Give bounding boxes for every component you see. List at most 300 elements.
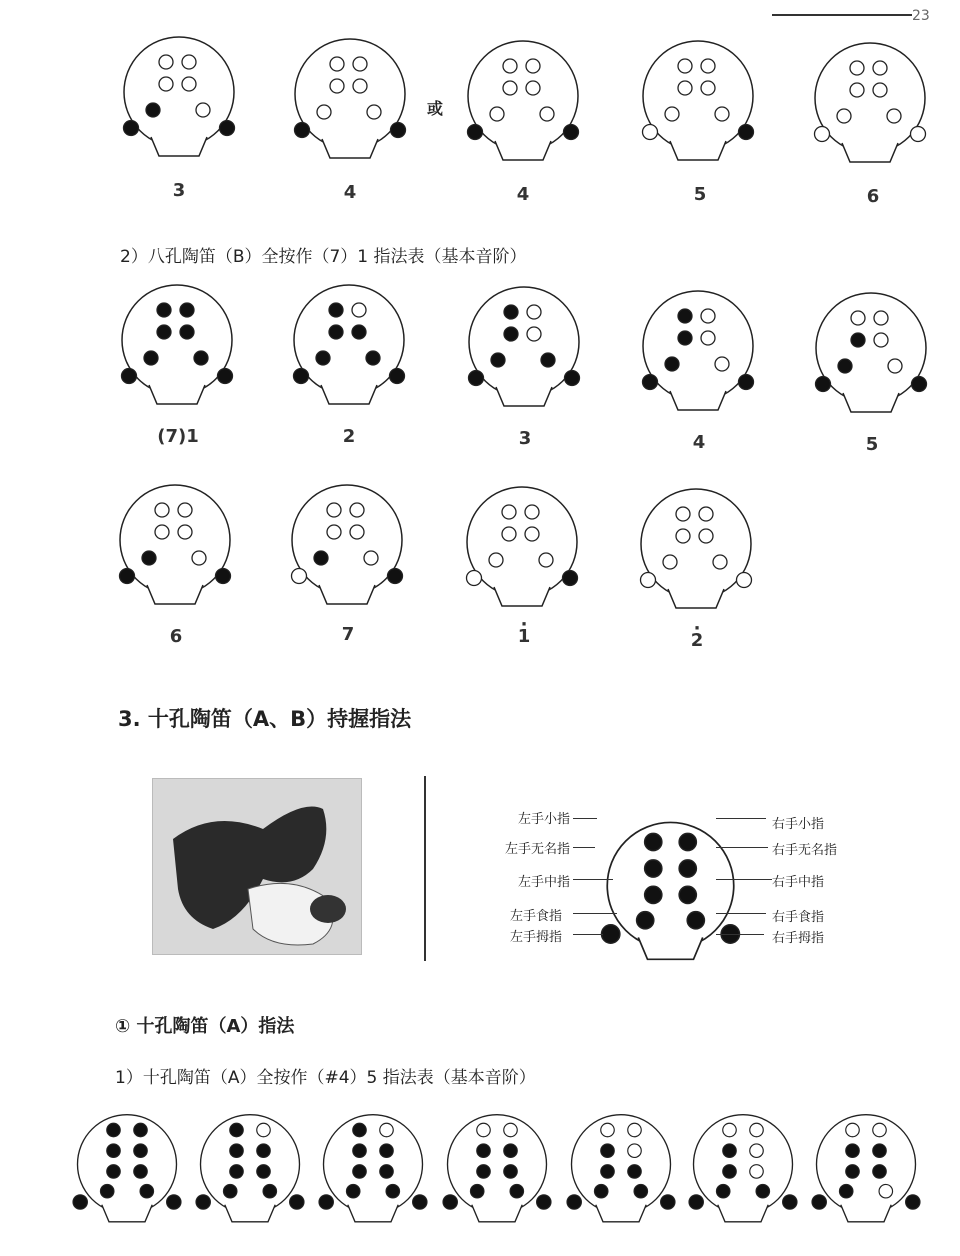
note-label: (7)1 xyxy=(157,426,199,447)
ocarina-diagram xyxy=(800,40,940,180)
closed-thumb-hole xyxy=(565,371,580,386)
ocarina-diagram xyxy=(64,1112,190,1238)
open-hole xyxy=(678,81,692,95)
note-label: 2 xyxy=(342,426,356,447)
open-hole xyxy=(837,109,851,123)
open-hole xyxy=(873,61,887,75)
label-leader-line xyxy=(573,879,613,880)
note-label: 5 xyxy=(865,434,879,455)
closed-hole xyxy=(644,860,661,877)
closed-hole xyxy=(644,886,661,903)
closed-hole xyxy=(470,1185,484,1199)
ocarina-body xyxy=(643,291,753,401)
hand-holding-photo xyxy=(152,778,362,955)
open-hole xyxy=(159,55,173,69)
closed-thumb-hole xyxy=(537,1195,551,1209)
open-hole xyxy=(873,83,887,97)
open-hole xyxy=(750,1144,764,1158)
open-hole xyxy=(676,507,690,521)
open-thumb-hole xyxy=(815,127,830,142)
label-left-ring: 左手无名指 xyxy=(504,842,570,857)
open-hole xyxy=(503,59,517,73)
closed-hole xyxy=(716,1185,730,1199)
open-hole xyxy=(327,525,341,539)
closed-thumb-hole xyxy=(218,369,233,384)
closed-hole xyxy=(679,886,696,903)
ocarina-body xyxy=(817,1115,916,1214)
note-label: 5 xyxy=(693,184,707,205)
closed-hole xyxy=(679,833,696,850)
closed-hole xyxy=(873,1144,887,1158)
open-hole xyxy=(525,505,539,519)
closed-hole xyxy=(386,1185,400,1199)
closed-hole xyxy=(329,303,343,317)
closed-hole xyxy=(477,1144,491,1158)
closed-hole xyxy=(601,1165,615,1179)
closed-hole xyxy=(678,331,692,345)
open-hole xyxy=(525,527,539,541)
ocarina-diagram xyxy=(107,282,247,422)
open-hole xyxy=(701,309,715,323)
open-hole xyxy=(350,525,364,539)
closed-hole xyxy=(636,911,653,928)
ocarina-body xyxy=(201,1115,300,1214)
closed-hole xyxy=(380,1165,394,1179)
ocarina-mouthpiece xyxy=(596,1205,646,1222)
closed-hole xyxy=(723,1165,737,1179)
ocarina-mouthpiece xyxy=(151,137,207,156)
closed-hole xyxy=(851,333,865,347)
ocarina-diagram xyxy=(280,36,420,176)
label-right-ring: 右手无名指 xyxy=(772,843,838,858)
closed-hole xyxy=(230,1165,244,1179)
ocarina-body xyxy=(641,489,751,599)
closed-hole xyxy=(601,1144,615,1158)
closed-hole xyxy=(134,1144,148,1158)
ocarina-body xyxy=(78,1115,177,1214)
closed-thumb-hole xyxy=(443,1195,457,1209)
closed-thumb-hole xyxy=(167,1195,181,1209)
closed-hole xyxy=(134,1165,148,1179)
closed-hole xyxy=(504,327,518,341)
or-text: 或 xyxy=(427,99,444,118)
open-hole xyxy=(874,333,888,347)
open-hole xyxy=(192,551,206,565)
label-leader-line xyxy=(716,913,766,914)
closed-hole xyxy=(316,351,330,365)
open-hole xyxy=(155,503,169,517)
open-hole xyxy=(178,503,192,517)
ocarina-body xyxy=(122,285,232,395)
open-hole xyxy=(317,105,331,119)
header-rule xyxy=(772,14,912,16)
ocarina-diagram xyxy=(187,1112,313,1238)
closed-hole xyxy=(846,1165,860,1179)
ocarina-mouthpiece xyxy=(718,1205,768,1222)
closed-hole xyxy=(180,303,194,317)
closed-hole xyxy=(223,1185,237,1199)
closed-hole xyxy=(194,351,208,365)
open-hole xyxy=(327,503,341,517)
closed-hole xyxy=(257,1144,271,1158)
ocarina-mouthpiece xyxy=(319,585,375,604)
closed-hole xyxy=(142,551,156,565)
ocarina-diagram xyxy=(628,288,768,428)
closed-hole xyxy=(180,325,194,339)
ocarina-diagram xyxy=(628,38,768,178)
open-hole xyxy=(182,77,196,91)
open-hole xyxy=(353,57,367,71)
ocarina-mouthpiece xyxy=(149,385,205,404)
open-hole xyxy=(178,525,192,539)
open-hole xyxy=(846,1123,860,1137)
ocarina-mouthpiece xyxy=(495,141,551,160)
ocarina-body xyxy=(468,41,578,151)
closed-hole xyxy=(107,1165,121,1179)
closed-thumb-hole xyxy=(812,1195,826,1209)
open-hole xyxy=(701,59,715,73)
closed-thumb-hole xyxy=(564,125,579,140)
open-hole xyxy=(526,59,540,73)
closed-hole xyxy=(873,1165,887,1179)
closed-thumb-hole xyxy=(120,569,135,584)
closed-hole xyxy=(756,1185,770,1199)
closed-thumb-hole xyxy=(388,569,403,584)
note-label: · 2 xyxy=(667,630,727,651)
closed-thumb-hole xyxy=(689,1195,703,1209)
label-leader-line xyxy=(573,934,603,935)
ocarina-body xyxy=(324,1115,423,1214)
closed-hole xyxy=(100,1185,114,1199)
open-hole xyxy=(715,107,729,121)
open-hole xyxy=(628,1144,642,1158)
ocarina-mouthpiece xyxy=(842,143,898,162)
note-label: 3 xyxy=(518,428,532,449)
ocarina-body xyxy=(643,41,753,151)
open-hole xyxy=(504,1123,518,1137)
closed-hole xyxy=(107,1123,121,1137)
open-thumb-hole xyxy=(643,125,658,140)
closed-thumb-hole xyxy=(294,369,309,384)
closed-hole xyxy=(346,1185,360,1199)
label-leader-line xyxy=(573,913,617,914)
ocarina-mouthpiece xyxy=(322,139,378,158)
open-hole xyxy=(350,503,364,517)
ocarina-body xyxy=(816,293,926,403)
open-hole xyxy=(526,81,540,95)
ocarina-body xyxy=(607,822,734,949)
open-hole xyxy=(502,505,516,519)
open-hole xyxy=(676,529,690,543)
ocarina-diagram xyxy=(801,290,941,430)
closed-hole xyxy=(366,351,380,365)
open-hole xyxy=(678,59,692,73)
ocarina-mouthpiece xyxy=(670,141,726,160)
open-hole xyxy=(540,107,554,121)
closed-hole xyxy=(541,353,555,367)
ocarina-body xyxy=(120,485,230,595)
closed-hole xyxy=(353,1123,367,1137)
closed-thumb-hole xyxy=(816,377,831,392)
closed-hole xyxy=(838,359,852,373)
ocarina-diagram xyxy=(452,484,592,624)
label-leader-line xyxy=(716,879,772,880)
open-hole xyxy=(701,331,715,345)
open-thumb-hole xyxy=(737,573,752,588)
closed-thumb-hole xyxy=(601,924,619,942)
closed-thumb-hole xyxy=(906,1195,920,1209)
section-3-title: 3. 十孔陶笛（A、B）持握指法 xyxy=(118,707,412,731)
open-hole xyxy=(503,81,517,95)
note-label: 6 xyxy=(866,186,880,207)
closed-hole xyxy=(723,1144,737,1158)
ocarina-body xyxy=(292,485,402,595)
ocarina-diagram xyxy=(434,1112,560,1238)
closed-hole xyxy=(157,303,171,317)
label-right-middle: 右手中指 xyxy=(772,875,825,890)
open-hole xyxy=(155,525,169,539)
closed-thumb-hole xyxy=(319,1195,333,1209)
open-hole xyxy=(663,555,677,569)
note-label: 4 xyxy=(343,182,357,203)
closed-hole xyxy=(634,1185,648,1199)
open-hole xyxy=(665,107,679,121)
ocarina-mouthpiece xyxy=(225,1205,275,1222)
label-leader-line xyxy=(716,934,764,935)
ocarina-diagram xyxy=(558,1112,684,1238)
open-hole xyxy=(477,1123,491,1137)
ocarina-mouthpiece xyxy=(668,589,724,608)
closed-thumb-hole xyxy=(469,371,484,386)
ocarina-diagram xyxy=(310,1112,436,1238)
label-left-pinky: 左手小指 xyxy=(517,812,570,827)
ocarina-mouthpiece xyxy=(472,1205,522,1222)
closed-hole xyxy=(504,1144,518,1158)
note-label: · 1 xyxy=(494,626,554,647)
label-leader-line xyxy=(716,818,766,819)
closed-hole xyxy=(504,305,518,319)
ocarina-mouthpiece xyxy=(841,1205,891,1222)
ocarina-body xyxy=(467,487,577,597)
ocarina-body xyxy=(572,1115,671,1214)
open-hole xyxy=(750,1165,764,1179)
open-hole xyxy=(715,357,729,371)
open-hole xyxy=(330,57,344,71)
label-left-index: 左手食指 xyxy=(509,909,562,924)
closed-hole xyxy=(329,325,343,339)
closed-hole xyxy=(144,351,158,365)
closed-thumb-hole xyxy=(196,1195,210,1209)
closed-hole xyxy=(314,551,328,565)
closed-thumb-hole xyxy=(739,375,754,390)
closed-hole xyxy=(107,1144,121,1158)
open-hole xyxy=(701,81,715,95)
open-thumb-hole xyxy=(641,573,656,588)
open-hole xyxy=(527,305,541,319)
ocarina-mouthpiece xyxy=(638,937,702,959)
open-hole xyxy=(888,359,902,373)
ocarina-diagram xyxy=(279,282,419,422)
closed-hole xyxy=(846,1144,860,1158)
ocarina-diagram xyxy=(105,482,245,622)
closed-hole xyxy=(510,1185,524,1199)
ocarina-diagram xyxy=(680,1112,806,1238)
closed-hole xyxy=(263,1185,277,1199)
open-hole xyxy=(257,1123,271,1137)
closed-thumb-hole xyxy=(661,1195,675,1209)
open-hole xyxy=(353,79,367,93)
closed-thumb-hole xyxy=(216,569,231,584)
ocarina-mouthpiece xyxy=(321,385,377,404)
closed-hole xyxy=(504,1165,518,1179)
label-leader-line xyxy=(573,847,595,848)
closed-hole xyxy=(644,833,661,850)
ocarina-diagram xyxy=(453,38,593,178)
closed-hole xyxy=(230,1123,244,1137)
ocarina-mouthpiece xyxy=(496,387,552,406)
ocarina-body xyxy=(124,37,234,147)
page-number: 23 xyxy=(912,8,930,24)
ocarina-diagram xyxy=(454,284,594,424)
section-2-title: 2）八孔陶笛（B）全按作（7）1 指法表（基本音阶） xyxy=(120,247,527,267)
ocarina-diagram xyxy=(626,486,766,626)
ocarina-body xyxy=(815,43,925,153)
open-hole xyxy=(851,311,865,325)
closed-thumb-hole xyxy=(390,369,405,384)
closed-hole xyxy=(678,309,692,323)
label-leader-line xyxy=(573,818,597,819)
note-label: 4 xyxy=(516,184,530,205)
ocarina-diagram xyxy=(277,482,417,622)
open-hole xyxy=(502,527,516,541)
ocarina-body xyxy=(448,1115,547,1214)
closed-hole xyxy=(146,103,160,117)
open-hole xyxy=(874,311,888,325)
open-hole xyxy=(380,1123,394,1137)
closed-hole xyxy=(687,911,704,928)
closed-hole xyxy=(230,1144,244,1158)
ocarina-body xyxy=(294,285,404,395)
ocarina-mouthpiece xyxy=(843,393,899,412)
closed-thumb-hole xyxy=(413,1195,427,1209)
label-right-index: 右手食指 xyxy=(772,910,825,925)
closed-hole xyxy=(353,1144,367,1158)
closed-hole xyxy=(353,1165,367,1179)
open-hole xyxy=(601,1123,615,1137)
open-hole xyxy=(887,109,901,123)
closed-thumb-hole xyxy=(643,375,658,390)
label-left-middle: 左手中指 xyxy=(517,875,570,890)
closed-thumb-hole xyxy=(290,1195,304,1209)
closed-thumb-hole xyxy=(295,123,310,138)
ocarina-mouthpiece xyxy=(670,391,726,410)
label-leader-line xyxy=(716,847,768,848)
closed-hole xyxy=(839,1185,853,1199)
closed-hole xyxy=(157,325,171,339)
ocarina-body xyxy=(295,39,405,149)
closed-hole xyxy=(352,325,366,339)
closed-thumb-hole xyxy=(73,1195,87,1209)
closed-thumb-hole xyxy=(122,369,137,384)
open-hole xyxy=(490,107,504,121)
open-hole xyxy=(330,79,344,93)
note-label: 4 xyxy=(692,432,706,453)
open-hole xyxy=(723,1123,737,1137)
section-4-subtitle: 1）十孔陶笛（A）全按作（#4）5 指法表（基本音阶） xyxy=(115,1068,536,1088)
open-hole xyxy=(489,553,503,567)
ocarina-diagram xyxy=(803,1112,929,1238)
label-right-pinky: 右手小指 xyxy=(772,817,825,832)
section-4-title: ① 十孔陶笛（A）指法 xyxy=(115,1016,295,1037)
divider-line xyxy=(424,776,426,961)
open-hole xyxy=(713,555,727,569)
ocarina-mouthpiece xyxy=(348,1205,398,1222)
open-hole xyxy=(196,103,210,117)
closed-thumb-hole xyxy=(912,377,927,392)
closed-thumb-hole xyxy=(567,1195,581,1209)
closed-hole xyxy=(665,357,679,371)
open-hole xyxy=(364,551,378,565)
closed-hole xyxy=(380,1144,394,1158)
ocarina-body xyxy=(694,1115,793,1214)
ocarina-diagram xyxy=(109,34,249,174)
open-hole xyxy=(628,1123,642,1137)
closed-hole xyxy=(140,1185,154,1199)
closed-thumb-hole xyxy=(563,571,578,586)
ocarina-body xyxy=(469,287,579,397)
open-hole xyxy=(750,1123,764,1137)
closed-hole xyxy=(477,1165,491,1179)
open-hole xyxy=(850,61,864,75)
closed-hole xyxy=(491,353,505,367)
open-hole xyxy=(352,303,366,317)
note-label: 3 xyxy=(172,180,186,201)
closed-thumb-hole xyxy=(468,125,483,140)
open-thumb-hole xyxy=(467,571,482,586)
open-hole xyxy=(159,77,173,91)
note-label: 6 xyxy=(169,626,183,647)
open-hole xyxy=(850,83,864,97)
closed-thumb-hole xyxy=(391,123,406,138)
closed-hole xyxy=(679,860,696,877)
closed-hole xyxy=(628,1165,642,1179)
open-hole xyxy=(699,507,713,521)
label-left-thumb: 左手拇指 xyxy=(509,930,562,945)
open-hole xyxy=(879,1185,893,1199)
open-hole xyxy=(539,553,553,567)
note-label: 7 xyxy=(341,624,355,645)
closed-hole xyxy=(134,1123,148,1137)
open-hole xyxy=(699,529,713,543)
open-hole xyxy=(527,327,541,341)
open-thumb-hole xyxy=(911,127,926,142)
closed-thumb-hole xyxy=(124,121,139,136)
ocarina-mouthpiece xyxy=(494,587,550,606)
closed-hole xyxy=(594,1185,608,1199)
open-hole xyxy=(367,105,381,119)
open-hole xyxy=(182,55,196,69)
open-thumb-hole xyxy=(292,569,307,584)
closed-thumb-hole xyxy=(220,121,235,136)
ocarina-mouthpiece xyxy=(102,1205,152,1222)
open-hole xyxy=(873,1123,887,1137)
ocarina-diagram xyxy=(590,819,751,980)
label-right-thumb: 右手拇指 xyxy=(772,931,825,946)
closed-thumb-hole xyxy=(739,125,754,140)
ocarina-mouthpiece xyxy=(147,585,203,604)
closed-thumb-hole xyxy=(783,1195,797,1209)
closed-hole xyxy=(257,1165,271,1179)
